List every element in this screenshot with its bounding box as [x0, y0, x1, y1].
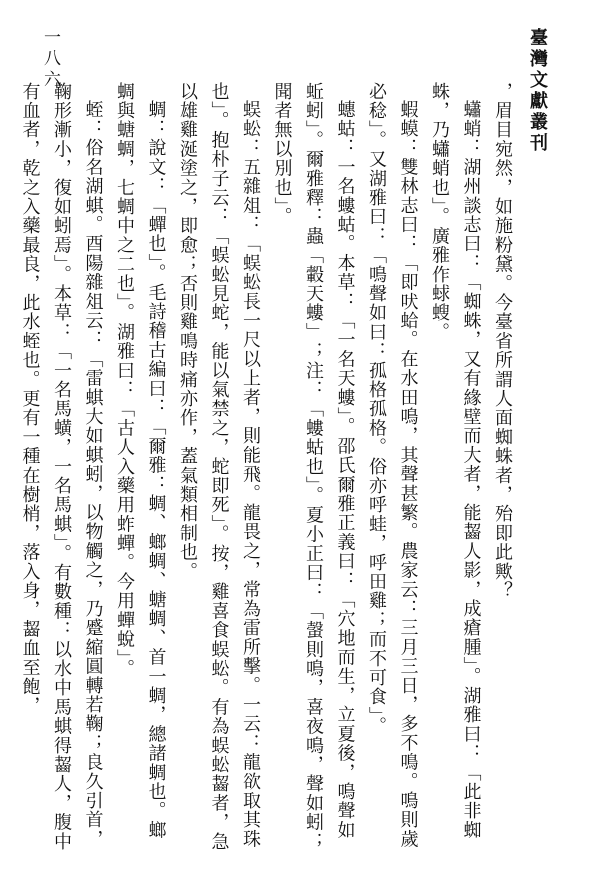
paragraph-wugong: 蜈蚣：五雜俎：「蜈蚣長一尺以上者，則能飛。龍畏之，常為雷所擊。一云：龍欲取其珠也」。抱朴子云：「蜈蚣見蛇，能以氣禁之，蛇即死」。按，雞喜食蜈蚣。有為蜈蚣齧者，急以雄雞涎塗之，即愈；否則雞鳴時痛亦作，蓋氣類相制也。: [177, 82, 261, 852]
paragraph-huigu: 蟪蛄：一名螻蛄。本草：「一名天螻」。邵氏爾雅正義曰：「穴地而生，立夏後，鳴聲如蚯蚓」。爾雅釋：蟲「轂天螻」；注：「螻蛄也」。夏小正曰：「螜則鳴，喜夜鳴，聲如蚓；聞者無以別也」。: [271, 82, 356, 852]
paragraph-zhi: 蛭：俗名湖蜞。酉陽雜俎云：「雷蜞大如蜞蚓，以物觸之，乃蹙縮圓轉若鞠；良久引首，鞠形漸小，復如蚓焉」。本草：「一名馬蟥，一名馬蜞」。有數種：以水中馬蜞得齧人，腹中有血者，乾之入藥最良，此水蛭也。更有一種在樹梢，落入身，齧血至飽，: [19, 82, 104, 852]
page-number: 一八六: [40, 28, 60, 91]
vertical-body-text: [8, 82, 518, 852]
running-header-title: 臺灣文獻叢刊: [527, 28, 548, 154]
paragraph-hama: 蝦蟆：雙林志曰：「即吠蛤。在水田鳴，其聲甚繁。農家云：三月三日，多不鳴。鳴則歲必稔」。又湖雅曰：「鳴聲如曰：孤格孤格。俗亦呼蛙，呼田雞；而不可食」。: [366, 82, 419, 849]
paragraph-xiaoshao: 蠨蛸：湖州談志曰：「蜘蛛，又有緣壁而大者，能齧人影，成瘡腫」。湖雅曰：「此非蜘蛛，乃蠨蛸也」。廣雅作蛷螋。: [429, 82, 482, 840]
paragraph-tiao: 蜩：說文：「蟬也」。毛詩稽古編曰：「爾雅：蜩、螂蜩、螗蜩、首一蜩，總諸蜩也。螂蜩與螗蜩，七蜩中之二也」。湖雅曰：「古人入藥用蚱蟬。今用蟬蛻」。: [114, 82, 167, 840]
paragraph-continuation: ，眉目宛然，如施粉黛。今臺省所謂人面蜘蛛者，殆即此歟？: [492, 82, 513, 601]
